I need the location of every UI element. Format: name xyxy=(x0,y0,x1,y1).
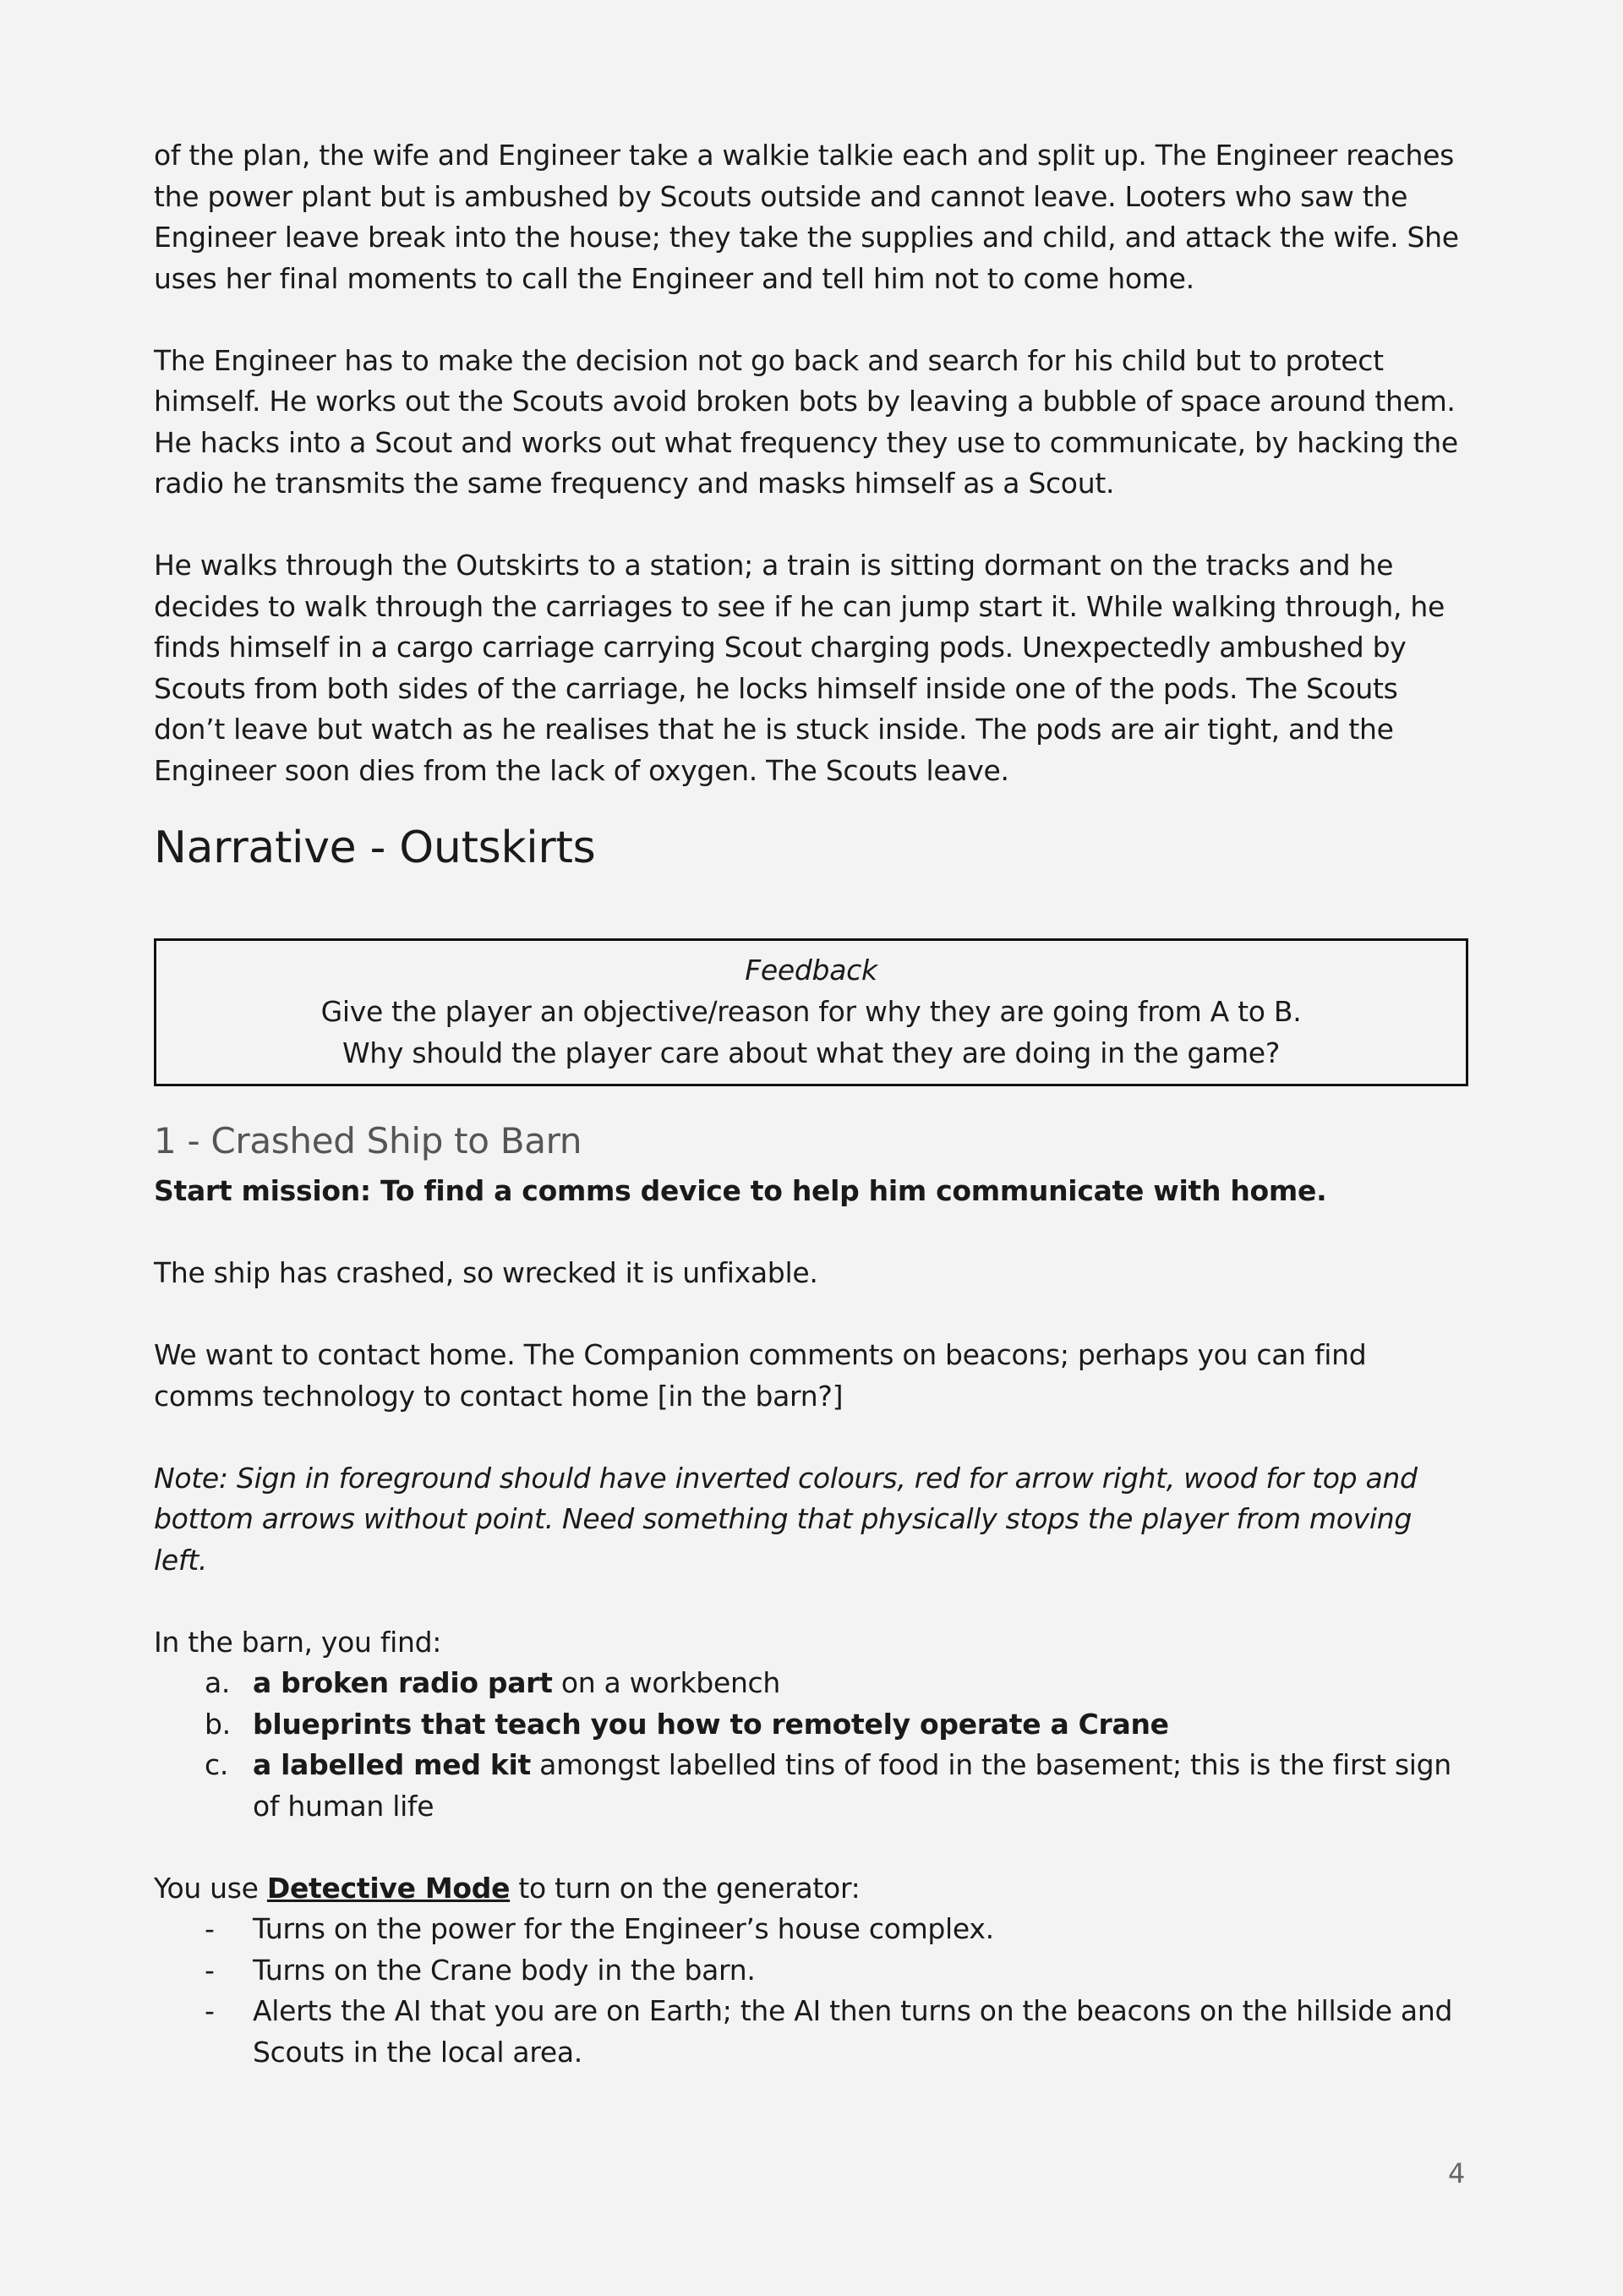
list-marker: a. xyxy=(205,1666,231,1699)
item-text: Alerts the AI that you are on Earth; the AI then turns on the beacons on the hillside and Scouts in the local area. xyxy=(253,1994,1453,2069)
item-bold-text: blueprints that teach you how to remotely operate a Crane xyxy=(253,1707,1169,1741)
item-text: Turns on the power for the Engineer’s house complex. xyxy=(253,1912,994,1945)
list-marker: - xyxy=(205,1912,215,1945)
paragraph-decision: The Engineer has to make the decision not go back and search for his child but to protect himself. He works out the Scouts avoid broken bots by leaving a bubble of space around them. He hacks into a Scout and works out what frequency they use to communicate, by hacking the radio he transmits the same frequency and masks himself as a Scout. xyxy=(154,343,1458,500)
feedback-line-2: Why should the player care about what they are doing in the game? xyxy=(342,1036,1281,1069)
list-item xyxy=(154,1745,1468,1827)
detective-before: You use xyxy=(154,1871,267,1905)
detective-mode-link[interactable]: Detective Mode xyxy=(266,1871,511,1905)
item-text: amongst labelled tins of food in the basement; this is the first sign of human life xyxy=(253,1748,1451,1823)
ship-text: The ship has crashed, so wrecked it is unfixable. xyxy=(154,1256,818,1289)
list-item xyxy=(154,1704,1468,1746)
barn-items-list xyxy=(154,1663,1468,1827)
list-item xyxy=(154,1663,1468,1704)
item-text: on a workbench xyxy=(552,1666,781,1699)
list-marker: - xyxy=(205,1994,215,2027)
feedback-box xyxy=(154,938,1468,1086)
feedback-line-1: Give the player an objective/reason for why they are going from A to B. xyxy=(320,995,1302,1028)
item-bold-text: a broken radio part xyxy=(253,1666,553,1699)
mission-text: Start mission: To find a comms device to help him communicate with home. xyxy=(154,1174,1327,1207)
page-number: 4 xyxy=(1448,2157,1466,2189)
detective-line xyxy=(154,1868,1468,1910)
paragraph-plan: of the plan, the wife and Engineer take a walkie talkie each and split up. The Engineer reaches the power plant but is ambushed by Scouts outside and cannot leave. Looters who saw the Engineer leave break into the house; they take the supplies and child, and attack the wife. She uses her final moments to call the Engineer and tell him not to come home. xyxy=(154,139,1459,295)
paragraph-station: He walks through the Outskirts to a station; a train is sitting dormant on the tracks and he decides to walk through the carriages to see if he can jump start it. While walking through, he finds himself in a cargo carriage carrying Scout charging pods. Unexpectedly ambushed by Scouts from both sides of the carriage, he locks himself inside one of the pods. The Scouts don’t leave but watch as he realises that he is stuck inside. The pods are air tight, and the Engineer soon dies from the lack of oxygen. The Scouts leave. xyxy=(154,549,1445,787)
subheading: 1 - Crashed Ship to Barn xyxy=(154,1120,582,1162)
item-bold-text: a labelled med kit xyxy=(253,1748,531,1781)
page-content xyxy=(154,135,1468,2073)
list-item xyxy=(154,1991,1468,2073)
contact-text: We want to contact home. The Companion comments on beacons; perhaps you can find comms technology to contact home [in the barn?] xyxy=(154,1338,1367,1413)
list-item xyxy=(154,1950,1468,1992)
design-note: Note: Sign in foreground should have inverted colours, red for arrow right, wood for top and bottom arrows without point. Need something that physically stops the player from moving left. xyxy=(154,1461,1418,1577)
list-item xyxy=(154,1909,1468,1950)
barn-intro: In the barn, you find: xyxy=(154,1625,442,1659)
list-marker: c. xyxy=(205,1748,229,1781)
list-marker: b. xyxy=(205,1707,231,1741)
list-marker: - xyxy=(205,1953,215,1987)
generator-items-list xyxy=(154,1909,1468,2073)
section-heading: Narrative - Outskirts xyxy=(154,823,596,873)
detective-after: to turn on the generator: xyxy=(510,1871,861,1905)
item-text: Turns on the Crane body in the barn. xyxy=(253,1953,756,1987)
feedback-title: Feedback xyxy=(745,954,877,987)
